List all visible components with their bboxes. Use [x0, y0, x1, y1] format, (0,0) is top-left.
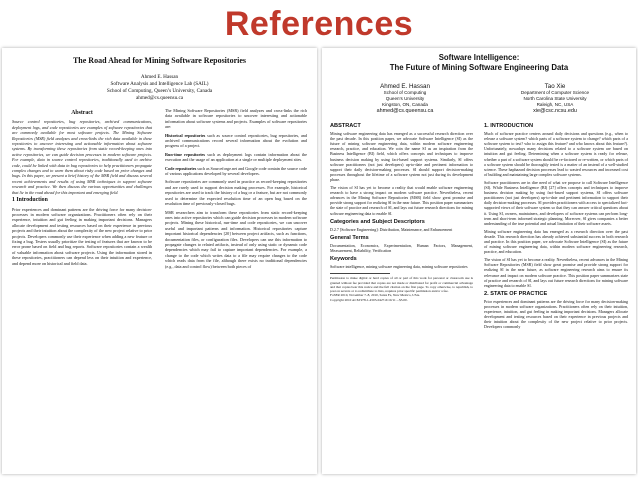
author-name: Tao Xie	[544, 83, 566, 90]
abstract-text: Mining software engineering data has emerged as a successful research direction over the past decade. In this position paper, we advocate Software Intelligence (SI) as the future of mining software engineering data, within modern software engineering research, practice, and education. We coin the name SI as an inspiration from the Business Intelligence (BI) field, which offers concepts and techniques to improve business decision making by using fact-based support systems. Similarly, SI offers software practitioners (not just developers) up-to-date and pertinent information to support their daily decision-making processes. SI should support decision-making processes throughout the lifetime of a software system not just during its development phase.	[330, 131, 473, 182]
state-of-practice-text: Prior experiences and dominant patterns are the driving force for many decision-making processes in modern software organizations. Practitioners often rely on their intuition, experience, intuition, and gut feeling in making important decisions. Managers allocate development and testing resources based on their experience in previous projects and their intuition about the complexity of the new project relative to prior projects. Developers commonly	[484, 298, 628, 330]
author-univ: Queen’s University	[385, 96, 425, 101]
bullet-runtime	[165, 152, 307, 163]
author-email: ahmed@cs.queensu.ca	[135, 95, 184, 101]
keywords-text: Software intelligence, mining software engineering data, mining software repositories	[330, 264, 468, 270]
abstract-heading: ABSTRACT	[330, 123, 361, 129]
bullet-historical	[165, 133, 307, 149]
bullet-text: such as deployment logs contain information about the execution and the usage of an application at a single or multiple deployment sites.	[165, 151, 308, 163]
author-email: xie@csc.ncsu.edu	[533, 108, 577, 114]
author-email: ahmed@cs.queensu.ca	[376, 108, 434, 114]
author-city: Kingston, ON, Canada	[382, 102, 428, 107]
intro-heading: 1 Introduction	[12, 197, 48, 204]
categories-text: D.2.7 [Software Engineering]: Distribution, Maintenance, and Enhancement	[330, 226, 453, 232]
author-name: Ahmed E. Hassan	[140, 74, 179, 80]
abstract-heading: Abstract	[71, 110, 93, 116]
state-of-practice-heading: 2. STATE OF PRACTICE	[484, 290, 548, 297]
paper-road-ahead-msr	[2, 48, 317, 474]
title-line-1: Software Intelligence:	[438, 53, 520, 62]
slide-title: References	[224, 5, 414, 43]
body-paragraph: Software repositories are commonly used in practice as record-keeping repositories and are rarely used to support decision making processes. For example, historical repositories are used to track the history of a bug or a feature, but are not commonly used to determine the expected resolution time of an open bug based on the resolution time of previously-closed bugs.	[165, 179, 307, 207]
paper-title: The Road Ahead for Mining Software Repositories	[72, 56, 247, 65]
paper-title	[322, 53, 636, 72]
author-city: Raleigh, NC, USA	[536, 102, 574, 107]
abstract-text-2: The vision of SI has yet to become a reality that would enable software engineering research to have a strong impact on modern software practice. Nevertheless, recent advances in the Mining Software Repositories (MSR) field show great promise and provide strong support for realizing SI in the near future. This position paper summarizes the state of practice and research of SI, and lays out future research directions for mining software engineering data to enable SI.	[330, 185, 473, 216]
left-column	[12, 108, 152, 269]
categories-heading: Categories and Subject Descriptors	[330, 218, 425, 225]
bullet-term: Historical repositories	[165, 132, 206, 138]
title-line-2: The Future of Mining Software Engineering Data	[389, 62, 569, 72]
bullet-term: Code repositories	[165, 165, 197, 171]
general-terms-text: Documentation, Economics, Experimentation, Human Factors, Management, Measurement, Reliability, Verification	[330, 242, 473, 253]
author-dept: Department of Computer Science	[520, 90, 590, 95]
bullet-term: Run-time repositories	[165, 151, 206, 157]
author-school: School of Computing, Queen’s University, Canada	[106, 88, 213, 94]
author-block-2	[480, 84, 630, 114]
bullet-text: such as source control repositories, bug repositories, and archived communications record several information about the evolution and progress of a project.	[165, 132, 307, 149]
copyright-divider	[330, 273, 390, 274]
intro-text-3: Mining software engineering data has emerged as a research direction over the past decade. This research direction has already achieved substantial success in both research and practice. In this position paper, we advocate Software Intelligence (SI) as the future of mining software engineering data, within modern software engineering research, practice, and education.	[484, 228, 628, 255]
keywords-heading: Keywords	[330, 256, 357, 263]
intro-heading: 1. INTRODUCTION	[484, 123, 534, 129]
body-paragraph: MSR researchers aim to transform these repositories from static record-keeping ones into active repositories which can guide decision processes in modern software projects. Mining these historical, run-time and code repositories, we can uncover useful and important patterns and information. Historical repositories capture important historical dependencies [20] between project artifacts, such as functions, documentation files, or configuration files. Developers can use this information to propagate changes to related artifacts, instead of only using static or dynamic code dependencies which may fail to capture important dependencies. For example, a change to the code which writes data to a file may require changes to the code which reads data from the file, although there exists no traditional dependencies (e.g., data and control flow) between both pieces of	[165, 209, 307, 269]
bullet-text: such as Sourceforge.net and Google code contain the source code of various applications developed by several developers.	[165, 165, 307, 177]
intro-text-2: Software practitioners are in dire need of what we propose to call Software Intelligence (SI). While Business Intelligence (BI) [27] offers concepts and techniques to improve business decision making by using fact-based support systems, SI offers software practitioners (not just developers) up-to-date and pertinent information to support their daily decision-making processes. SI provides practitioners with access to specialized fact-supported views of their software system so that they can answer critical questions about it. Using SI, owners, maintainers, and developers of software systems can perform long-term and short-term informed strategic planning. Moreover, SI gives companies a better understanding of the true potential and actual limitation of their software assets.	[484, 179, 628, 226]
copyright-notice	[330, 276, 473, 302]
intro-text: Prior experiences and dominant patterns are the driving force for many decision-processes in modern software organizations. Practitioners often rely on their experience, intuition and gut feeling in making important decisions. Managers allocate development and testing resources based on their experience in previous projects and their intuition about the complexity of the new project relative to prior projects. Developers commonly use their experience when adding a new feature or fixing a bug. Testers usually prioritize the testing of features that are known to be error prone based on field and bug reports. Software repositories contain a wealth of valuable information about software projects. Using the information stored in these repositories, practitioners can depend less on their intuition and experience, and depend more on historical and field data.	[12, 206, 152, 266]
author-block	[2, 74, 317, 102]
abstract-text: Source control repositories, bug repositories, archived communications, deployment logs, and code repositories are examples of software repositories that are commonly available for most software projects. The Mining Software Repositories (MSR) field analyzes and cross-links the rich data available in these repositories to uncover interesting and actionable information about software systems. By transforming these repositories from static record-keeping ones into active repositories, we can guide decision processes in modern software projects. For example, data in source control repositories, traditionally used to archive code, could be linked with data in bug repositories to help practitioners propagate complex changes and to warn them about risky code based on prior changes and bugs. In this paper, we present a brief history of the MSR field and discuss several recent achievements and results of using MSR techniques to support software research and practice. We then discuss the various opportunities and challenges that lie in the road ahead for this important and emerging field.	[12, 119, 152, 195]
intro-text: Much of software practice centers around daily decisions and questions (e.g., when to release a software system? which parts of a software system to change? which parts of a software system to test? who to assign this feature? and who knows about this feature?). Unfortunately, nowadays many decisions related to a software system are based on intuition and gut feeling. Determining when a software system is ready for release, whether a part of a software system should be re-factored or re-written, or which parts of a software system should be thoroughly tested is a matter of an instead of a well-studied science. These haphazard decision processes lead to wasted resources and increased cost of building and maintaining large complex software systems.	[484, 131, 628, 177]
general-terms-heading: General Terms	[330, 234, 369, 241]
author-lab: Software Analysis and Intelligence Lab (SAIL)	[110, 81, 209, 87]
left-column	[330, 120, 473, 302]
right-column	[165, 108, 307, 272]
bullet-code	[165, 166, 307, 177]
author-block-1	[330, 84, 480, 114]
copyright-text: Permission to make digital or hard copies of all or part of this work for personal or classroom use is granted without fee provided that copies are not made or distributed for profit or commercial advantage and that copies bear this notice and the full citation on the first page. To copy otherwise, to republish, to post on servers or to redistribute to lists, requires prior specific permission and/or a fee.	[330, 276, 473, 294]
author-univ: North Carolina State University	[523, 96, 587, 101]
right-column	[484, 120, 628, 332]
intro-text-4: The vision of SI has yet to become a reality. Nevertheless, recent advances in the Mining Software Repositories (MSR) field show great promise and provide strong support for realizing SI in the near future, as software engineering research aims to ensure its relevance and impact on modern software practice. This position paper summarizes state of practice and research of SI, and lays out future research directions for mining software engineering data to enable SI.	[484, 257, 628, 288]
conference-line: FoSER 2010, November 7–8, 2010, Santa Fe, New Mexico, USA.	[330, 293, 420, 298]
author-name: Ahmed E. Hassan	[380, 83, 430, 90]
paper-software-intelligence	[322, 48, 636, 474]
copyright-line: Copyright 2010 ACM 978-1-4503-0427-6/10/11 ...$5.00.	[330, 297, 408, 302]
author-dept: School of Computing	[383, 90, 427, 95]
msr-intro-text: The Mining Software Repositories (MSR) field analyzes and cross-links the rich data available in software repositories to uncover interesting and actionable information about software systems and projects. Examples of software repositories are:	[165, 108, 307, 130]
